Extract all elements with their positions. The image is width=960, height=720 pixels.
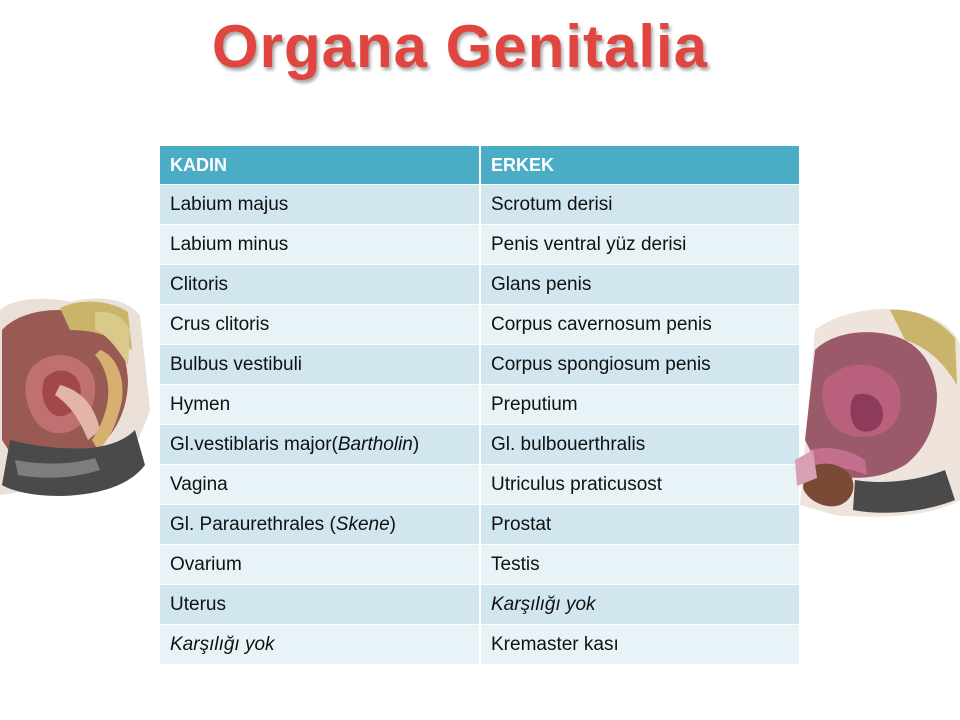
cell-text: Testis [491,553,540,575]
cell-text: Bulbus vestibuli [170,353,303,375]
cell-erkek [480,185,800,225]
cell-text: Scrotum derisi [491,193,613,215]
cell-italic-text: Skene [335,513,390,535]
table-row [160,385,800,425]
cell-kadin [160,225,480,265]
cell-text: Hymen [170,393,231,415]
cell-italic-text: Karşılığı yok [170,633,275,655]
cell-erkek [480,305,800,345]
cell-text: Glans penis [491,273,592,295]
cell-erkek [480,585,800,625]
table-row [160,545,800,585]
table-row [160,225,800,265]
cell-erkek [480,625,800,665]
cell-kadin [160,265,480,305]
cell-text: Crus clitoris [170,313,270,335]
cell-text-suffix: ) [412,433,420,455]
cell-kadin [160,185,480,225]
cell-kadin [160,625,480,665]
cell-erkek [480,385,800,425]
cell-kadin [160,425,480,465]
cell-text: Corpus spongiosum penis [491,353,711,375]
table-row [160,265,800,305]
slide-title: Organa Genitalia [211,13,709,80]
cell-erkek [480,505,800,545]
cell-kadin [160,385,480,425]
table-header-row [160,146,800,185]
cell-text: Vagina [170,473,228,495]
comparison-table [160,146,801,665]
header-kadin: KADIN [160,146,480,185]
cell-italic-text: Karşılığı yok [491,593,596,615]
cell-erkek [480,345,800,385]
cell-text: Penis ventral yüz derisi [491,233,687,255]
cell-text: Utriculus praticusost [491,473,663,495]
cell-text: Prostat [491,513,552,535]
cell-text: Uterus [170,593,226,615]
table-row [160,305,800,345]
cell-erkek [480,265,800,305]
cell-kadin [160,505,480,545]
cell-text: Ovarium [170,553,242,575]
cell-kadin [160,545,480,585]
header-erkek: ERKEK [480,146,800,185]
table-row [160,625,800,665]
cell-text: Kremaster kası [491,633,619,655]
cell-text-suffix: ) [389,513,396,535]
female-pelvis-illustration [0,290,160,500]
table-row [160,465,800,505]
table-row [160,505,800,545]
male-pelvis-illustration [795,300,960,520]
table-row [160,425,800,465]
cell-text: Labium minus [170,233,289,255]
table-row [160,585,800,625]
cell-text: Corpus cavernosum penis [491,313,712,335]
cell-erkek [480,425,800,465]
cell-text: Preputium [491,393,578,415]
cell-text: Gl. Paraurethrales ( [170,513,336,535]
cell-erkek [480,225,800,265]
cell-text: Labium majus [170,193,289,215]
cell-kadin [160,345,480,385]
cell-erkek [480,545,800,585]
cell-text: Gl.vestiblaris major( [170,433,338,455]
male-pelvis-image [795,300,960,520]
table-body [160,185,800,665]
cell-italic-text: Bartholin [337,433,413,455]
cell-kadin [160,465,480,505]
comparison-table-wrap [160,146,800,665]
cell-erkek [480,465,800,505]
cell-text: Gl. bulbouerthralis [491,433,646,455]
table-row [160,185,800,225]
table-row [160,345,800,385]
cell-kadin [160,585,480,625]
cell-text: Clitoris [170,273,229,295]
cell-kadin [160,305,480,345]
female-pelvis-image [0,290,160,500]
